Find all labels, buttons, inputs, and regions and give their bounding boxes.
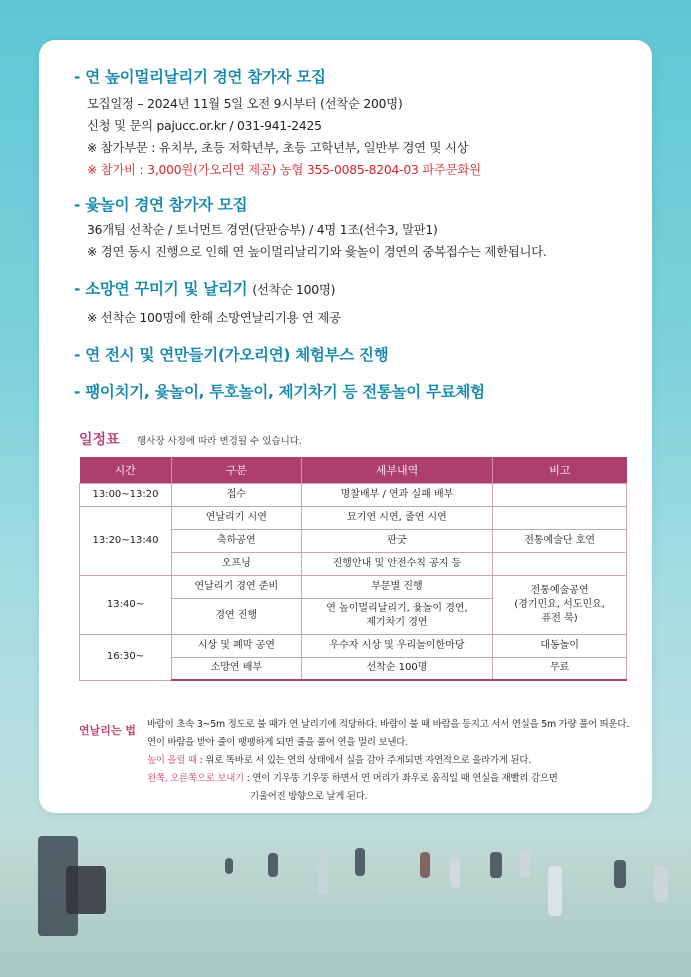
time-cell: 13:20~13:40 xyxy=(80,506,172,575)
kite-guide-high-label: 높이 올릴 때 xyxy=(147,755,197,766)
remark-cell xyxy=(493,506,627,529)
wish-kite-detail: ※ 선착순 100명에 한해 소망연날리기용 연 제공 xyxy=(87,311,341,325)
remark-cell: 대동놀이 xyxy=(493,634,627,657)
kite-guide-line-1: 바람이 초속 3~5m 정도로 불 때가 연 날리기에 적당하다. 바람이 불 때 바람을 등지고 서서 연실을 5m 가량 풀어 띄운다. xyxy=(147,719,630,730)
time-cell: 16:30~ xyxy=(80,634,172,680)
category-cell: 축하공연 xyxy=(171,529,301,552)
kite-guide-label: 연날리는 법 xyxy=(79,724,136,737)
people-figure xyxy=(420,852,430,878)
section-title-kite-booth: - 연 전시 및 연만들기(가오리연) 체험부스 진행 xyxy=(74,346,389,364)
schedule-title: 일정표 xyxy=(79,432,120,448)
detail-cell: 부문별 진행 xyxy=(301,575,493,598)
info-card xyxy=(39,40,652,813)
kite-guide-side-text: : 연이 기우뚱 기우뚱 하면서 연 머리가 좌우로 움직일 때 연실을 재빨리 감으면 xyxy=(243,773,558,784)
people-figure xyxy=(225,858,233,874)
people-figure xyxy=(520,850,530,878)
kite-guide-high-text: : 위로 똑바로 서 있는 연의 상태에서 실을 감아 주게되면 자연적으로 올라가게 된다. xyxy=(196,755,531,766)
kite-contest-divisions: ※ 참가부문 : 유치부, 초등 저학년부, 초등 고학년부, 일반부 경연 및 시상 xyxy=(87,141,469,155)
people-figure xyxy=(614,860,626,888)
section-title-yut-contest: - 윷놀이 경연 참가자 모집 xyxy=(74,196,248,214)
section-title-wish-kite xyxy=(74,277,335,299)
detail-cell: 명찰배부 / 연과 실패 배부 xyxy=(301,483,493,506)
remark-cell: 무료 xyxy=(493,657,627,680)
table-row xyxy=(80,483,627,506)
category-cell: 연날리기 시연 xyxy=(171,506,301,529)
people-figure xyxy=(450,858,460,888)
schedule-table xyxy=(79,457,627,681)
category-cell: 소망연 배부 xyxy=(171,657,301,680)
time-cell: 13:00~13:20 xyxy=(80,483,172,506)
kite-guide-line-3 xyxy=(147,752,531,766)
header-remark: 비고 xyxy=(493,457,627,483)
table-row xyxy=(80,634,627,657)
kite-contest-schedule: 모집일정 – 2024년 11월 5일 오전 9시부터 (선착순 200명) xyxy=(87,97,403,111)
people-figure xyxy=(355,848,365,876)
table-row xyxy=(80,506,627,529)
people-figure xyxy=(654,866,668,902)
people-figure xyxy=(490,852,502,878)
detail-cell: 선착순 100명 xyxy=(301,657,493,680)
detail-cell: 우수자 시상 및 우리놀이한마당 xyxy=(301,634,493,657)
category-cell: 오프닝 xyxy=(171,552,301,575)
remark-cell xyxy=(493,552,627,575)
stroller-figure xyxy=(66,866,106,914)
header-category: 구분 xyxy=(171,457,301,483)
kite-contest-contact: 신청 및 문의 pajucc.or.kr / 031-941-2425 xyxy=(87,119,322,133)
kite-contest-fee: ※ 참가비 : 3,000원(가오리연 제공) 농협 355-0085-8204-03 파주문화원 xyxy=(87,163,481,177)
kite-guide-line-2: 연이 바람을 받아 줄이 팽팽하게 되면 줄을 풀어 연을 멀리 보낸다. xyxy=(147,737,408,748)
table-row xyxy=(80,575,627,598)
kite-guide-line-4 xyxy=(147,770,558,784)
wish-kite-title-text: - 소망연 꾸미기 및 날리기 xyxy=(74,280,248,298)
remark-cell: 전통예술단 호연 xyxy=(493,529,627,552)
section-title-kite-contest: - 연 높이멀리날리기 경연 참가자 모집 xyxy=(74,68,326,86)
detail-cell: 판굿 xyxy=(301,529,493,552)
header-detail: 세부내역 xyxy=(301,457,493,483)
kite-guide-line-5: 기울어진 방향으로 날게 된다. xyxy=(250,791,368,802)
schedule-note: 행사장 사정에 따라 변경될 수 있습니다. xyxy=(137,436,302,447)
people-figure xyxy=(548,866,562,916)
wish-kite-note: (선착순 100명) xyxy=(252,282,336,297)
detail-cell: 진행안내 및 안전수칙 공지 등 xyxy=(301,552,493,575)
category-cell: 접수 xyxy=(171,483,301,506)
kite-guide-side-label: 왼쪽, 오른쪽으로 보내기 xyxy=(147,773,244,784)
category-cell: 경연 진행 xyxy=(171,598,301,634)
remark-cell: 전통예술공연 (경기민요, 서도민요, 퓨전 북) xyxy=(493,575,627,634)
detail-cell: 묘기연 시연, 줄연 시연 xyxy=(301,506,493,529)
detail-cell: 연 높이멀리날리기, 윷놀이 경연, 제기차기 경연 xyxy=(301,598,493,634)
category-cell: 연날리기 경연 준비 xyxy=(171,575,301,598)
category-cell: 시상 및 폐막 공연 xyxy=(171,634,301,657)
people-figure xyxy=(268,853,278,877)
header-time: 시간 xyxy=(80,457,172,483)
section-title-traditional-games: - 팽이치기, 윷놀이, 투호놀이, 제기차기 등 전통놀이 무료체험 xyxy=(74,383,485,401)
yut-contest-note: ※ 경연 동시 진행으로 인해 연 높이멀리날리기와 윷놀이 경연의 중복접수는 제한됩니다. xyxy=(87,245,547,259)
remark-cell xyxy=(493,483,627,506)
time-cell: 13:40~ xyxy=(80,575,172,634)
people-figure xyxy=(318,855,328,895)
yut-contest-details: 36개팀 선착순 / 토너먼트 경연(단판승부) / 4명 1조(선수3, 말판1) xyxy=(87,223,438,237)
